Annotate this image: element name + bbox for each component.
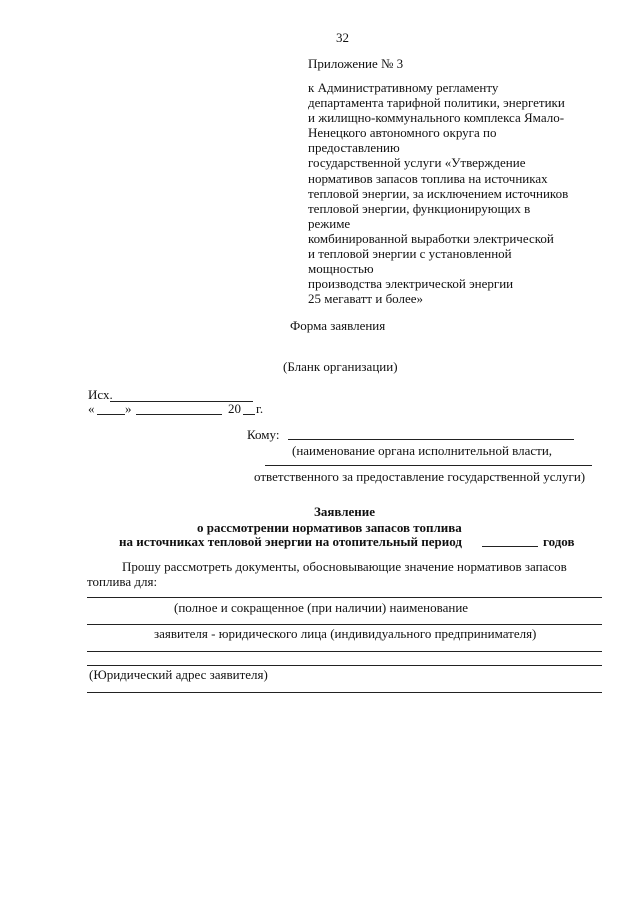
appendix-line: тепловой энергии, функционирующих в	[308, 200, 531, 216]
recipient-hint-1: (наименование органа исполнительной власти,	[292, 443, 553, 458]
appendix-line: комбинированной выработки электрической	[308, 230, 554, 246]
appendix-line: режиме	[308, 215, 351, 231]
appendix-line: нормативов запасов топлива на источниках	[308, 170, 548, 186]
applicant-name-line	[87, 597, 602, 598]
date-open-quote: «	[88, 401, 95, 416]
appendix-line: Ненецкого автономного округа по	[308, 125, 497, 141]
date-month-line	[136, 414, 222, 415]
statement-period-suffix: годов	[543, 534, 575, 549]
applicant-address-hint: (Юридический адрес заявителя)	[89, 667, 268, 682]
page-number: 32	[336, 30, 349, 45]
address-line	[87, 665, 602, 666]
blank-line	[87, 651, 602, 652]
statement-subtitle: о рассмотрении нормативов запасов топлива	[197, 520, 462, 535]
applicant-name-hint: (полное и сокращенное (при наличии) наименование	[174, 600, 469, 615]
outgoing-ref-label: Исх.	[88, 387, 113, 402]
request-paragraph-line-1: Прошу рассмотреть документы, обосновывающие значение нормативов запасов	[122, 559, 567, 574]
appendix-title: Приложение № 3	[308, 56, 404, 71]
date-year-prefix: 20	[228, 401, 241, 416]
request-paragraph-line-2: топлива для:	[87, 574, 158, 589]
address-line-2	[87, 692, 602, 693]
appendix-text	[308, 80, 568, 306]
appendix-line: предоставлению	[308, 140, 400, 156]
form-title: Форма заявления	[290, 318, 386, 333]
appendix-line: и тепловой энергии с установленной	[308, 246, 512, 262]
appendix-line: производства электрической энергии	[308, 276, 514, 292]
date-year-suffix: г.	[256, 401, 264, 416]
appendix-line: и жилищно-коммунального комплекса Ямало-	[308, 110, 565, 126]
appendix-line: 25 мегаватт и более»	[308, 291, 424, 307]
appendix-line: мощностью	[308, 261, 374, 277]
appendix-line: департамента тарифной политики, энергетики	[308, 95, 565, 111]
applicant-type-hint: заявителя - юридического лица (индивидуального предпринимателя)	[154, 626, 537, 641]
applicant-type-line	[87, 624, 602, 625]
statement-period-line	[482, 546, 538, 547]
letterhead-label: (Бланк организации)	[283, 359, 398, 374]
recipient-hint-2: ответственного за предоставление государственной услуги)	[254, 469, 586, 484]
date-year-line	[243, 414, 255, 415]
statement-title: Заявление	[314, 504, 376, 519]
recipient-to-label: Кому:	[247, 427, 280, 442]
date-close-quote: »	[125, 401, 132, 416]
statement-period-prefix: на источниках тепловой энергии на отопительный период	[119, 534, 462, 549]
recipient-line-2	[265, 465, 592, 466]
recipient-line	[288, 439, 574, 440]
appendix-line: тепловой энергии, за исключением источников	[308, 185, 569, 201]
appendix-line: государственной услуги «Утверждение	[308, 155, 526, 171]
date-day-line	[97, 414, 125, 415]
appendix-line: к Административному регламенту	[308, 80, 499, 95]
